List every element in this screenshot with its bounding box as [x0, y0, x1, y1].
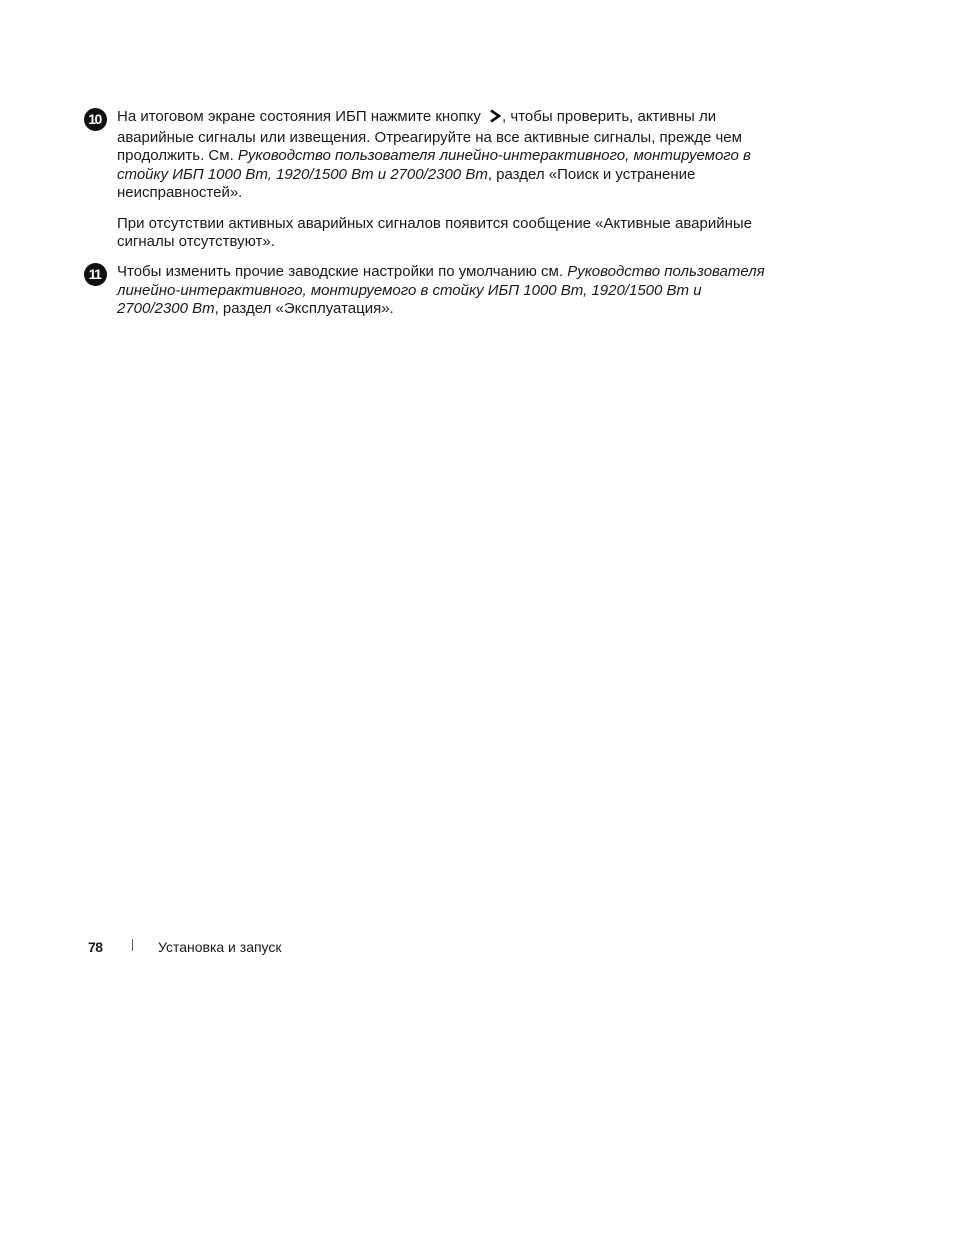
- step-10-text-c: , раздел «Поиск и устранение неисправностей».: [117, 165, 696, 201]
- step-10-reference-title: Руководство пользователя линейно-интерактивного, монтируемого в стойку ИБП 1000 Вт, 1920/1500 Вт и 2700/2300 Вт: [117, 147, 751, 183]
- page-number: 78: [88, 939, 103, 955]
- step-11: [84, 263, 764, 319]
- step-10: [84, 108, 764, 252]
- step-10-text-b: , чтобы проверить, активны ли аварийные сигналы или извещения. Отреагируйте на все активные сигналы, прежде чем продолжить. См.: [117, 108, 742, 164]
- section-title: Установка и запуск: [158, 939, 282, 955]
- step-11-text-a: Чтобы изменить прочие заводские настройки по умолчанию см.: [117, 263, 568, 280]
- step-number-badge: [84, 263, 107, 286]
- step-number: 11: [88, 266, 101, 282]
- step-number-badge: [84, 108, 107, 131]
- chevron-right-icon: [489, 109, 501, 129]
- footer-divider: [132, 939, 133, 951]
- step-number: 10: [88, 111, 101, 127]
- step-10-paragraph: [117, 108, 767, 203]
- step-11-text-c: , раздел «Эксплуатация».: [214, 300, 394, 317]
- step-11-reference-title: Руководство пользователя линейно-интерактивного, монтируемого в стойку ИБП 1000 Вт, 1920/1500 Вт и 2700/2300 Вт: [117, 263, 765, 317]
- step-10-text-a: На итоговом экране состояния ИБП нажмите кнопку: [117, 108, 486, 125]
- step-10-note: При отсутствии активных аварийных сигналов появится сообщение «Активные аварийные сигналы отсутствуют».: [117, 214, 752, 250]
- step-11-paragraph: [117, 263, 767, 319]
